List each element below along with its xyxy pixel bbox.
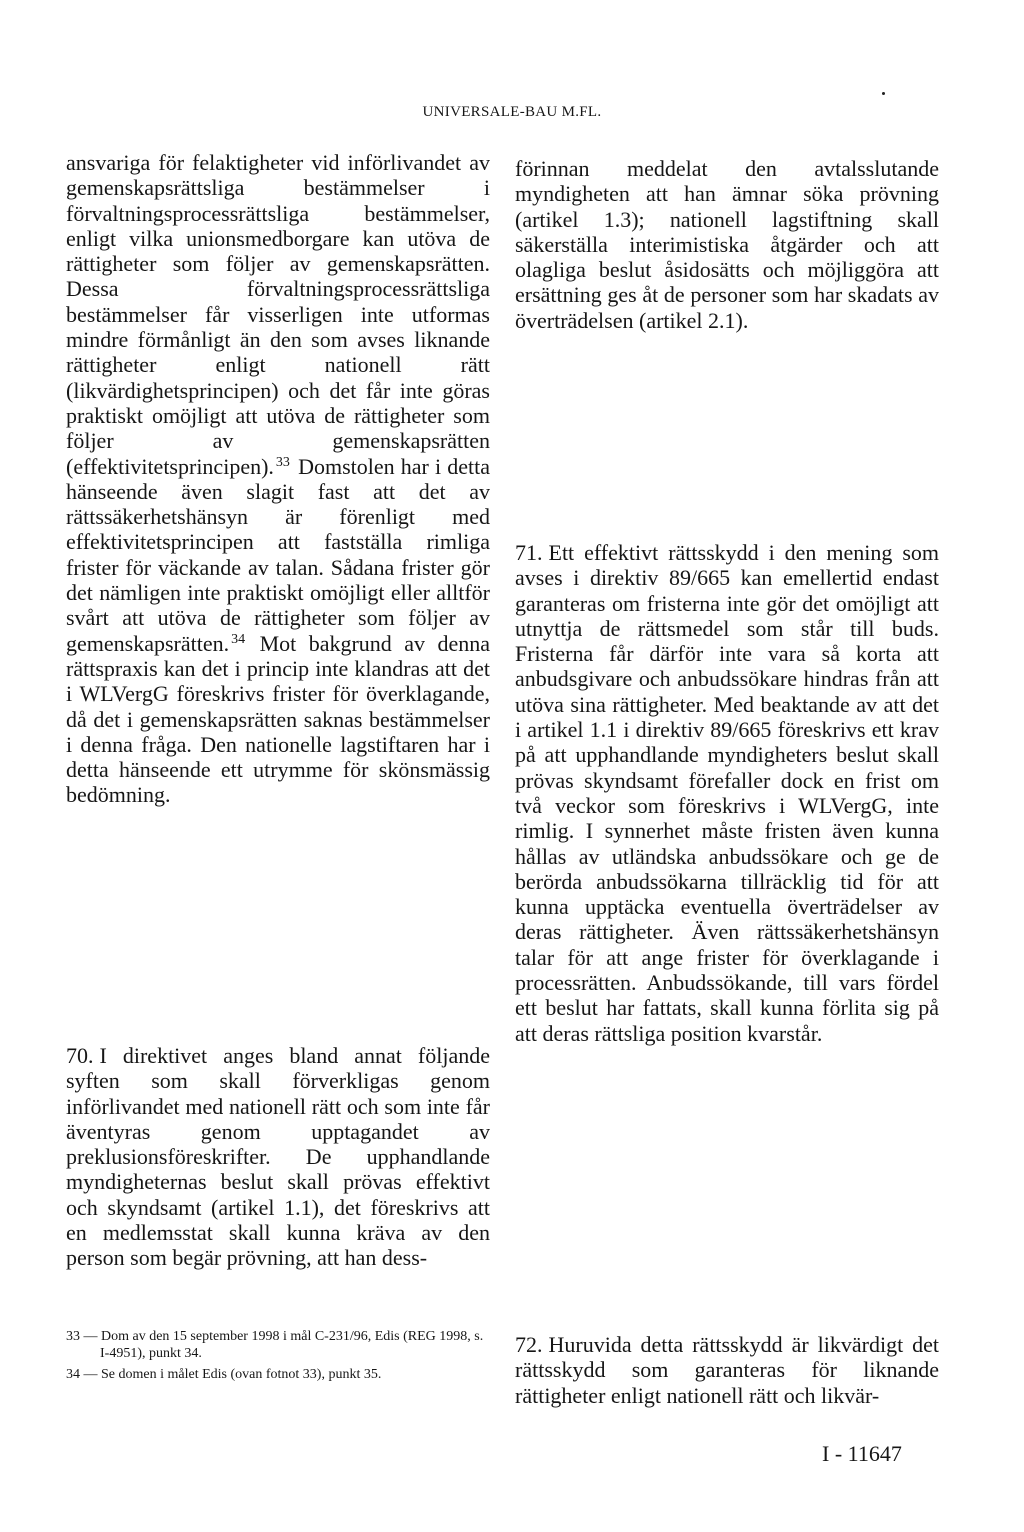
footnote-text: Se domen i målet Edis (ovan fotnot 33), punkt 35. <box>101 1367 382 1382</box>
paragraph-text: Huruvida detta rättsskydd är likvärdigt det rättsskydd som garanteras för liknande rättigheter enligt nationell rätt och likvär- <box>515 1332 939 1408</box>
footnote-marker: 34 — <box>66 1367 98 1382</box>
footnote-33 <box>66 1328 486 1362</box>
right-continued-paragraph <box>515 156 939 333</box>
paragraph-part-2: Domstolen har i detta hänseende även slagit fast att det av rättssäkerhetshänsyn är förenligt med effektivitetsprincipen att fastställa rimliga frister för väckande av talan. Sådana frister gör det nämligen inte praktiskt omöjligt eller alltför svårt att utöva de rättigheter som följer av gemenskapsrätten. <box>66 453 491 656</box>
paragraph-number: 71. <box>515 540 543 565</box>
paragraph-72 <box>515 1332 939 1408</box>
paragraph-part-3: Mot bakgrund av denna rättspraxis kan det i princip inte klandras att det i WLVergG föreskrivs frister för överklagande, då det i gemenskapsrätten saknas bestämmelser i denna fråga. Den nationelle lagstiftaren har i detta hänseende ett utrymme för skönsmässig bedömning. <box>66 630 491 808</box>
footnote-ref-33[interactable]: 33 <box>275 454 290 470</box>
running-head: UNIVERSALE-BAU M.FL. <box>422 104 602 120</box>
footnote-marker: 33 — <box>66 1329 98 1344</box>
footnote-ref-34[interactable]: 34 <box>231 631 246 647</box>
stray-dot <box>882 92 885 95</box>
left-continued-paragraph <box>66 150 490 808</box>
paragraph-text: Ett effektivt rättsskydd i den mening som avses i direktiv 89/665 kan emellertid endast garanteras om fristerna inte gör det omöjligt att utnyttja de rättsmedel som står till buds. Fristerna får därför inte vara så korta att anbudsgivare och anbudssökare hindras från att utöva sina rättigheter. Med beaktande av att det i artikel 1.1 i direktiv 89/665 föreskrivs ett krav på att upphandlande myndigheters beslut skall prövas skyndsamt förefaller dock en frist om två veckor som föreskrivs i WLVergG, inte rimlig. I synnerhet måste fristen även kunna hållas av utländska anbudssökare och ge de berörda anbudssökarna tillräcklig tid för att kunna upptäcka eventuella överträdelser av deras rättigheter. Även rättssäkerhetshänsyn talar för att ange frister för överklagande i processrätten. Anbudssökande, till vars fördel ett beslut har fattats, skall kunna förlita sig på att deras rättsliga position kvarstår. <box>515 540 939 1046</box>
paragraph-71 <box>515 540 939 1046</box>
paragraph-71-body <box>515 540 939 1046</box>
paragraph-number: 70. <box>66 1043 94 1068</box>
footnote-text: Dom av den 15 september 1998 i mål C-231/96, Edis (REG 1998, s. I-4951), punkt 34. <box>100 1329 484 1361</box>
page-number: I - 11647 <box>822 1441 902 1466</box>
paragraph-70 <box>66 1043 490 1271</box>
paragraph-number: 72. <box>515 1332 543 1357</box>
paragraph-text: I direktivet anges bland annat följande syften som skall förverkligas genom införlivandet med nationell rätt och som inte får äventyras genom upptagandet av preklusionsföreskrifter. De upphandlande myndigheternas beslut skall prövas effektivt och skyndsamt (artikel 1.1), det föreskrivs att en medlemsstat skall kunna kräva av den person som begär prövning, att han dess- <box>66 1043 490 1271</box>
paragraph-part-1: ansvariga för felaktigheter vid införlivandet av gemenskapsrättsliga bestämmelser i förvaltningsprocessrättsliga bestämmelser, enligt vilka unionsmedborgare kan utöva de rättigheter som följer av gemenskapsrätten. Dessa förvaltningsprocessrättsliga bestämmelser får visserligen inte utformas mindre förmånligt än den som avses liknande rättigheter enligt nationell rätt (likvärdighetsprincipen) och det får inte göras praktiskt omöjligt att utöva de rättigheter som följer av gemenskapsrätten (effektivitetsprincipen). <box>66 150 490 479</box>
footnote-34 <box>66 1366 486 1383</box>
paragraph-text: förinnan meddelat den avtalsslutande myndigheten att han ämnar söka prövning (artikel 1.3); nationell lagstiftning skall säkerställa interimistiska åtgärder och att olagliga beslut åsidosätts och möjliggöra att ersättning ges åt de personer som har skadats av överträdelsen (artikel 2.1). <box>515 156 939 333</box>
paragraph-72-body <box>515 1332 939 1408</box>
footnotes <box>66 1328 486 1387</box>
paragraph-70-body <box>66 1043 490 1271</box>
paragraph-text <box>66 150 490 808</box>
